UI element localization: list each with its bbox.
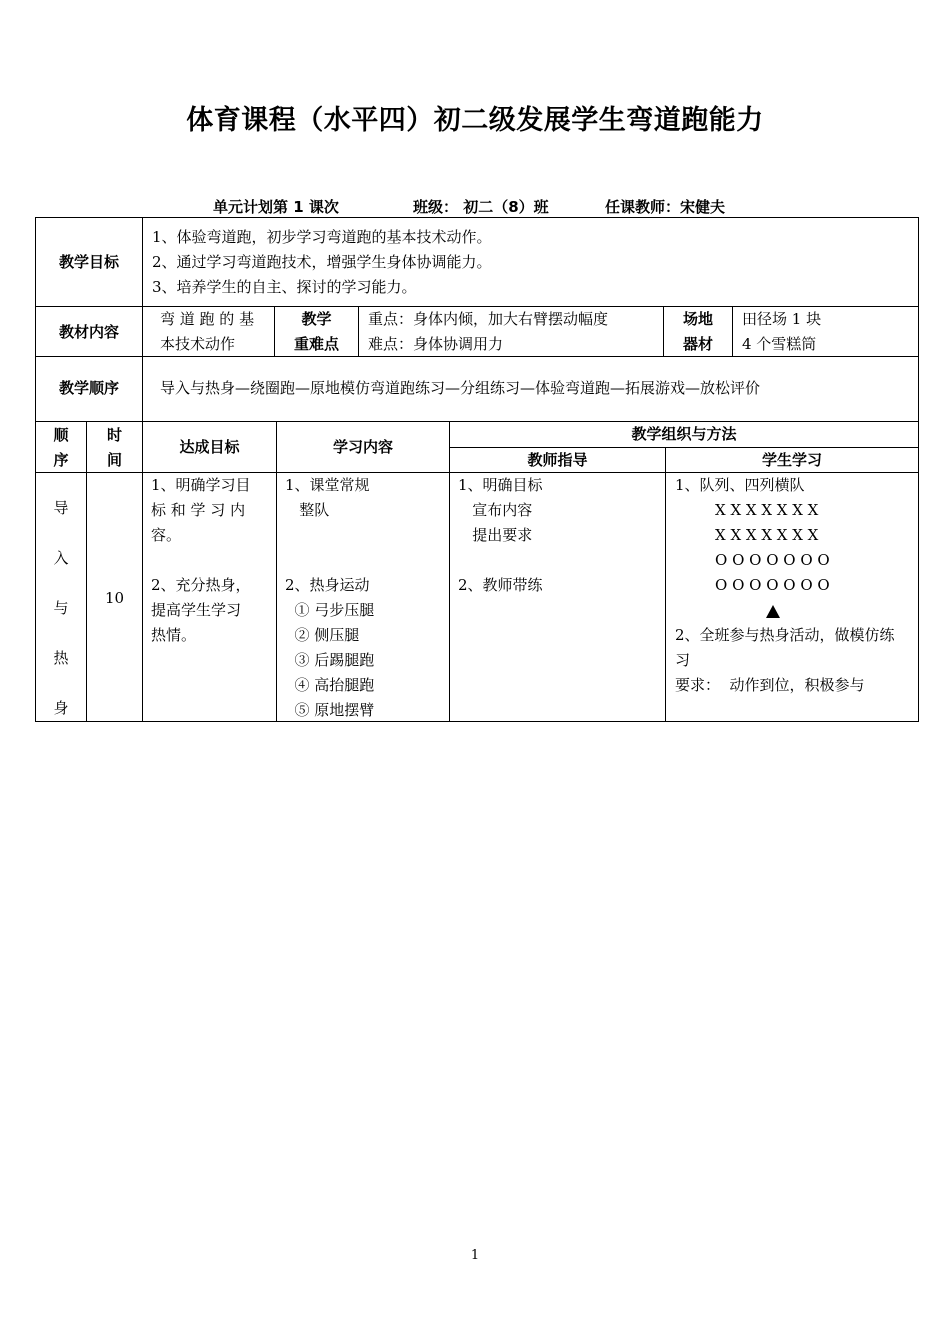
col-time-1: 时 <box>106 426 122 444</box>
objective-3: 3、培养学生的自主、探讨的学习能力。 <box>152 278 417 296</box>
col-student: 学生学习 <box>761 451 822 469</box>
order-char-3: 与 <box>53 599 69 617</box>
order-char-1: 导 <box>53 499 69 517</box>
content-text-1: 弯 道 跑 的 基 <box>160 310 255 328</box>
page-title: 体育课程（水平四）初二级发展学生弯道跑能力 <box>186 105 764 136</box>
goal-line-5: 2、充分热身， <box>151 576 251 594</box>
formation-row-3: O O O O O O O <box>715 551 830 569</box>
learn-line-2: 整队 <box>285 501 330 519</box>
col-teacher: 教师指导 <box>527 451 588 469</box>
formation-row-4: O O O O O O O <box>715 576 830 594</box>
venue-label-1: 场地 <box>682 310 713 328</box>
difficulty-point: 难点：身体协调用力 <box>368 335 504 353</box>
unit-label: 单元计划第 1 课次 <box>213 198 339 216</box>
col-learn: 学习内容 <box>332 438 393 456</box>
student-note-1: 2、全班参与热身活动，做模仿练 <box>675 626 895 644</box>
venue-1: 田径场 1 块 <box>742 310 822 328</box>
venue-2: 4 个雪糕筒 <box>742 335 817 353</box>
col-order-1: 顺 <box>53 426 69 444</box>
sequence-text: 导入与热身—绕圈跑—原地模仿弯道跑练习—分组练习—体验弯道跑—拓展游戏—放松评价 <box>160 379 761 397</box>
objective-2: 2、通过学习弯道跑技术，增强学生身体协调能力。 <box>152 253 492 271</box>
difficulty-label-1: 教学 <box>301 310 332 328</box>
formation-row-1: X X X X X X X <box>715 501 819 519</box>
goal-line-7: 热情。 <box>151 626 197 644</box>
order-char-5: 身 <box>53 699 69 717</box>
teacher-line-3: 提出要求 <box>458 526 533 544</box>
content-text-2: 本技术动作 <box>160 335 236 353</box>
goal-line-2: 标 和 学 习 内 <box>151 501 246 519</box>
teacher-line-1: 1、明确目标 <box>458 476 543 494</box>
objective-1: 1、体验弯道跑，初步学习弯道跑的基本技术动作。 <box>152 228 492 246</box>
venue-label-2: 器材 <box>682 335 713 353</box>
goal-line-1: 1、明确学习目 <box>151 476 251 494</box>
learn-line-7: ② 侧压腿 <box>285 626 360 644</box>
col-goal: 达成目标 <box>179 438 240 456</box>
sequence-label: 教学顺序 <box>58 379 119 397</box>
goal-line-3: 容。 <box>151 526 182 544</box>
order-char-4: 热 <box>53 649 69 667</box>
student-note-3: 要求： 动作到位，积极参与 <box>675 676 865 694</box>
content-label: 教材内容 <box>58 323 119 341</box>
objectives-label: 教学目标 <box>58 253 119 271</box>
teacher-line-5: 2、教师带练 <box>458 576 543 594</box>
learn-line-6: ① 弓步压腿 <box>285 601 375 619</box>
learn-line-8: ③ 后踢腿跑 <box>285 651 375 669</box>
formation-row-2: X X X X X X X <box>715 526 819 544</box>
goal-line-6: 提高学生学习 <box>151 601 242 619</box>
col-order-2: 序 <box>53 451 69 469</box>
key-point: 重点：身体内倾，加大右臂摆动幅度 <box>368 310 609 328</box>
learn-line-10: ⑤ 原地摆臂 <box>285 701 375 719</box>
teacher-position-triangle-icon <box>766 598 780 623</box>
difficulty-label-2: 重难点 <box>293 335 339 353</box>
col-time-2: 间 <box>106 451 122 469</box>
student-note-2: 习 <box>675 651 691 669</box>
learn-line-1: 1、课堂常规 <box>285 476 370 494</box>
teacher-label: 任课教师：宋健夫 <box>605 198 726 216</box>
page-number: 1 <box>470 1248 480 1263</box>
class-label: 班级： 初二（8）班 <box>413 198 549 216</box>
time-value: 10 <box>104 589 125 607</box>
order-char-2: 入 <box>53 549 69 567</box>
teacher-line-2: 宣布内容 <box>458 501 533 519</box>
learn-line-5: 2、热身运动 <box>285 576 370 594</box>
learn-line-9: ④ 高抬腿跑 <box>285 676 375 694</box>
student-title: 1、队列、四列横队 <box>675 476 805 494</box>
col-org: 教学组织与方法 <box>631 425 737 443</box>
